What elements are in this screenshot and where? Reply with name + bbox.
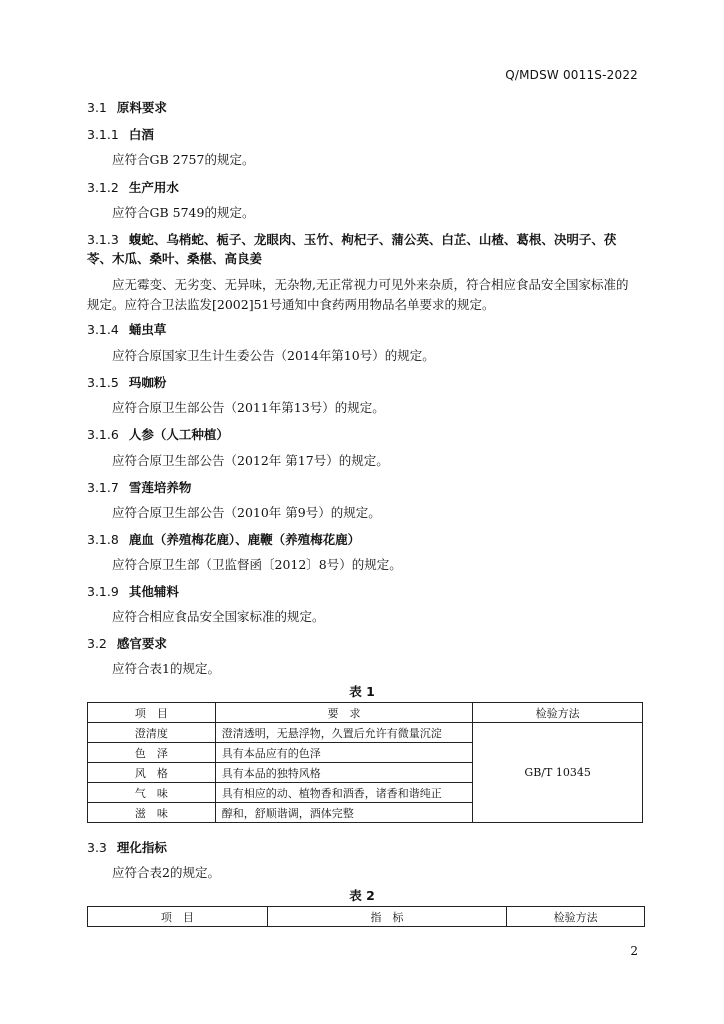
section-text: 应符合原卫生部公告（2010年 第9号）的规定。 <box>112 505 381 520</box>
table-header-row <box>88 907 645 927</box>
table-cell: 澄清度 <box>88 723 216 743</box>
table-header-cell: 项 目 <box>88 907 268 927</box>
section-heading: 3.1.1 白酒 <box>87 127 154 142</box>
section-text: 应符合相应食品安全国家标准的规定。 <box>112 609 325 624</box>
table-header-row <box>88 703 643 723</box>
table-cell: 具有相应的动、植物香和酒香，诸香和谐纯正 <box>215 783 472 803</box>
section-text: 应符合表2的规定。 <box>112 865 220 880</box>
table-cell: 具有本品应有的色泽 <box>215 743 472 763</box>
table-row <box>88 723 643 743</box>
table-cell: 具有本品的独特风格 <box>215 763 472 783</box>
sensory-requirements-table <box>87 702 643 823</box>
section-heading: 3.1 原料要求 <box>87 100 167 115</box>
section-heading: 3.1.9 其他辅料 <box>87 584 179 599</box>
section-heading: 3.2 感官要求 <box>87 636 167 651</box>
section-text: 应符合原卫生部（卫监督函〔2012〕8号）的规定。 <box>112 557 402 572</box>
section-text: 应符合GB 5749的规定。 <box>112 205 255 220</box>
table-cell: 滋 味 <box>88 803 216 823</box>
section-heading: 3.1.6 人参（人工种植） <box>87 427 229 442</box>
section-heading: 3.1.7 雪莲培养物 <box>87 480 192 495</box>
table-cell: 醇和，舒顺谐调，酒体完整 <box>215 803 472 823</box>
table-cell: 澄清透明，无悬浮物，久置后允许有微量沉淀 <box>215 723 472 743</box>
section-text: 应符合表1的规定。 <box>112 661 220 676</box>
section-heading: 3.3 理化指标 <box>87 840 167 855</box>
table-cell: 风 格 <box>88 763 216 783</box>
section-heading: 3.1.2 生产用水 <box>87 180 179 195</box>
section-text: 应符合GB 2757的规定。 <box>112 152 255 167</box>
section-heading: 3.1.4 蛹虫草 <box>87 322 167 337</box>
table-header-cell: 检验方法 <box>473 703 643 723</box>
table-caption: 表 2 <box>349 888 375 903</box>
test-method-cell: GB/T 10345 <box>473 723 643 823</box>
section-heading: 3.1.3 蝮蛇、乌梢蛇、栀子、龙眼肉、玉竹、枸杞子、蒲公英、白芷、山楂、葛根、决明子、茯苓、木瓜、桑叶、桑椹、高良姜 <box>87 232 617 266</box>
section-text: 应符合原卫生部公告（2011年第13号）的规定。 <box>112 400 385 415</box>
section-text: 应无霉变、无劣变、无异味，无杂物,无正常视力可见外来杂质，符合相应食品安全国家标准的规定。应符合卫法监发[2002]51号通知中食药两用物品名单要求的规定。 <box>87 277 629 312</box>
physicochemical-table <box>87 906 645 927</box>
section-text: 应符合原卫生部公告（2012年 第17号）的规定。 <box>112 453 389 468</box>
page-number: 2 <box>630 944 638 958</box>
section-heading: 3.1.8 鹿血（养殖梅花鹿）、鹿鞭（养殖梅花鹿） <box>87 532 361 547</box>
table-header-cell: 指 标 <box>267 907 507 927</box>
table-cell: 色 泽 <box>88 743 216 763</box>
section-heading: 3.1.5 玛咖粉 <box>87 375 167 390</box>
table-header-cell: 检验方法 <box>507 907 645 927</box>
section-text: 应符合原国家卫生计生委公告（2014年第10号）的规定。 <box>112 348 435 363</box>
document-code: Q/MDSW 0011S-2022 <box>505 68 638 82</box>
table-cell: 气 味 <box>88 783 216 803</box>
table-caption: 表 1 <box>349 684 375 699</box>
table-header-cell: 要 求 <box>215 703 472 723</box>
table-header-cell: 项 目 <box>88 703 216 723</box>
